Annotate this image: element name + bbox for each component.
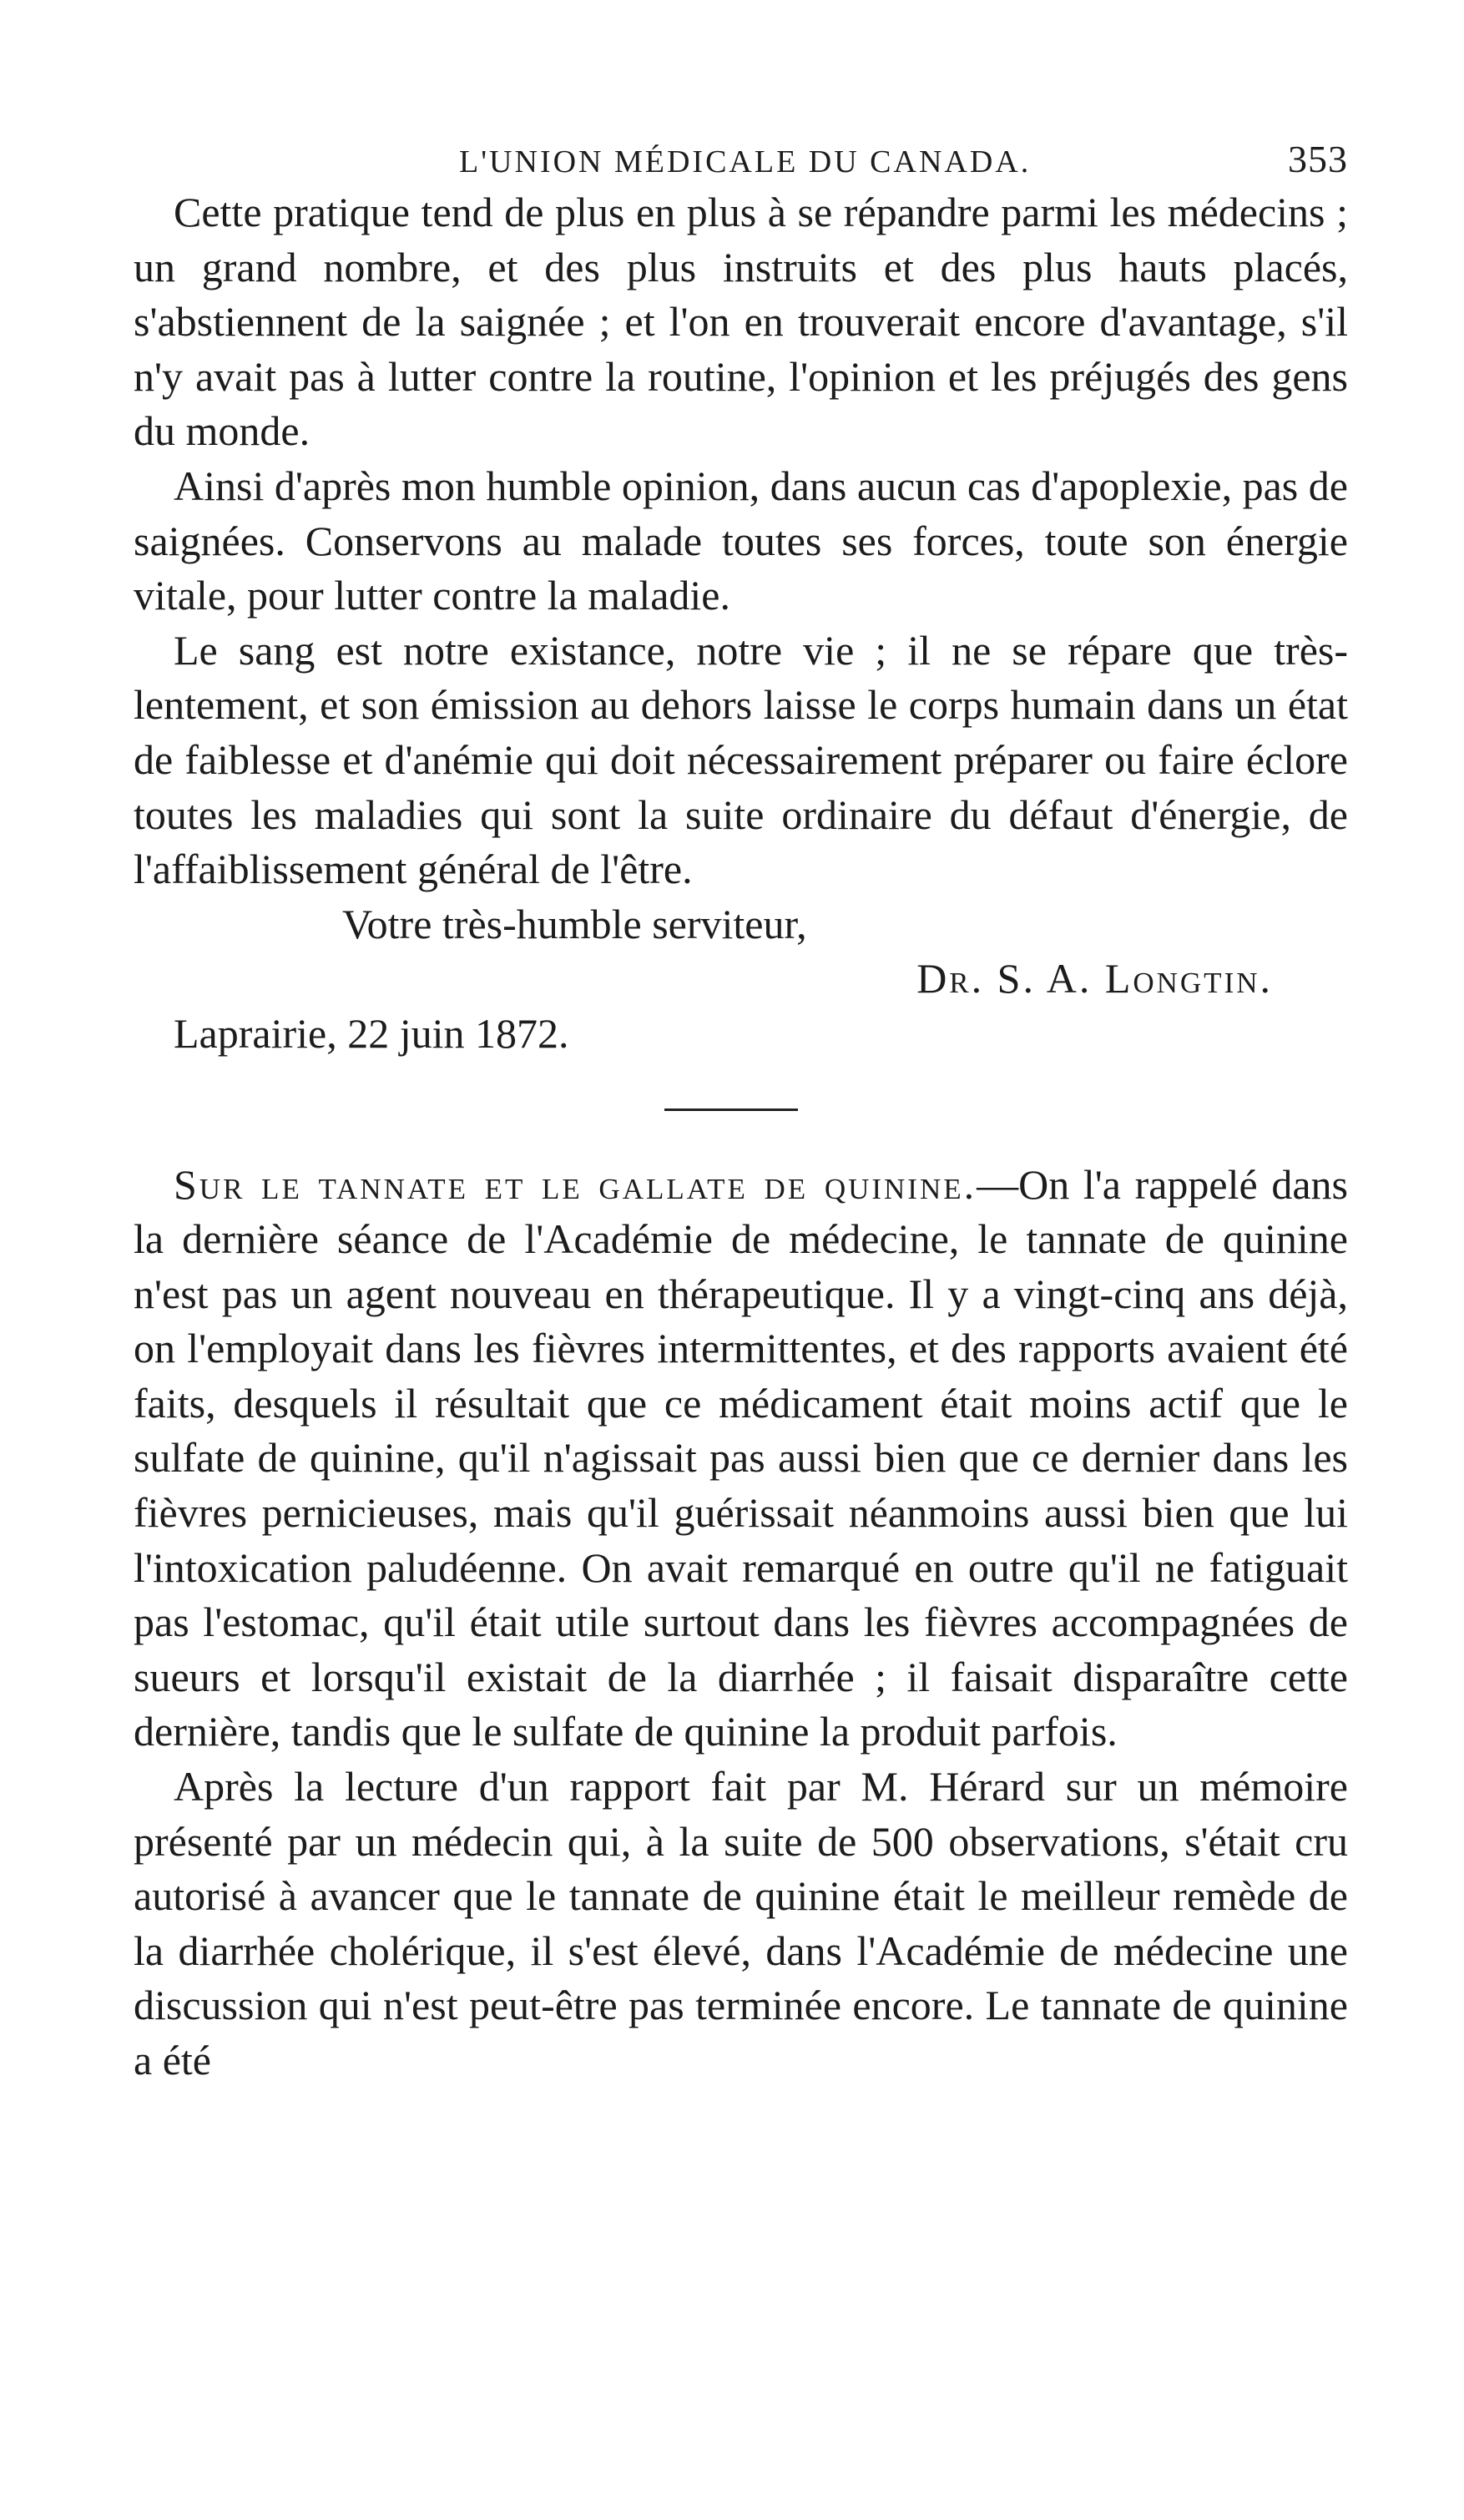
- article-paragraph-2: Après la lecture d'un rapport fait par M. Hérard sur un mémoire présenté par un médecin qui, à la suite de 500 observations, s'était cru autorisé à avancer que le tannate de quinine était le meilleur remède de la diarrhée cholérique, il s'est élevé, dans l'Académie de médecine une discussion qui n'est peut-être pas terminée encore. Le tannate de quinine a été: [134, 1763, 1348, 2083]
- running-head: [134, 125, 1348, 185]
- running-title: L'UNION MÉDICALE DU CANADA.: [459, 144, 1032, 179]
- letter-closing: [134, 897, 1348, 1062]
- place-date: Laprairie, 22 juin 1872.: [174, 1009, 569, 1057]
- letter-paragraph-1: Cette pratique tend de plus en plus à se répandre parmi les médecins ; un grand nombre, et des plus instruits et des plus hauts placés, s'abstiennent de la saignée ; et l'on en trouverait encore d'avantage, s'il n'y avait pas à lutter contre la routine, l'opinion et les préjugés des gens du monde.: [134, 189, 1348, 455]
- article-intro: —On l'a rappelé dans la dernière séance de l'Académie de médecine, le tannate de quinine n'est pas un agent nouveau en thérapeutique. Il y a vingt-cinq ans déjà, on l'employait dans les fièvres intermittentes, et des rapports avaient été faits, desquels il résultait que ce médicament était moins actif que le sulfate de quinine, qu'il n'agissait pas aussi bien que ce dernier dans les fièvres pernicieuses, mais qu'il guérissait néanmoins aussi bien que lui l'intoxication paludéenne. On avait remarqué en outre qu'il ne fatiguait pas l'estomac, qu'il était utile surtout dans les fièvres accompagnées de sueurs et lorsqu'il existait de la diarrhée ; il faisait disparaître cette dernière, tandis que le sulfate de quinine la produit parfois.: [134, 1160, 1348, 1755]
- complimentary-close: Votre très-humble serviteur,: [342, 900, 807, 947]
- signature: Dr. S. A. Longtin.: [916, 955, 1273, 1002]
- letter-body: [134, 185, 1348, 897]
- article-paragraph-1: [134, 1158, 1348, 1760]
- letter-paragraph-3: Le sang est notre existance, notre vie ; il ne se répare que très-lentement, et son émission au dehors laisse le corps humain dans un état de faiblesse et d'anémie qui doit nécessairement préparer ou faire éclore toutes les maladies qui sont la suite ordinaire du défaut d'énergie, de l'affaiblissement général de l'être.: [134, 626, 1348, 893]
- letter-paragraph-2: Ainsi d'après mon humble opinion, dans aucun cas d'apoplexie, pas de saignées. Conservons au malade toutes ses forces, toute son énergie vitale, pour lutter contre la maladie.: [134, 462, 1348, 619]
- page-number: 353: [1288, 138, 1348, 180]
- section-divider: [664, 1108, 798, 1111]
- journal-page: [134, 125, 1348, 2088]
- article-body: [134, 1158, 1348, 2088]
- article-heading: Sur le tannate et le gallate de quinine.: [174, 1160, 977, 1208]
